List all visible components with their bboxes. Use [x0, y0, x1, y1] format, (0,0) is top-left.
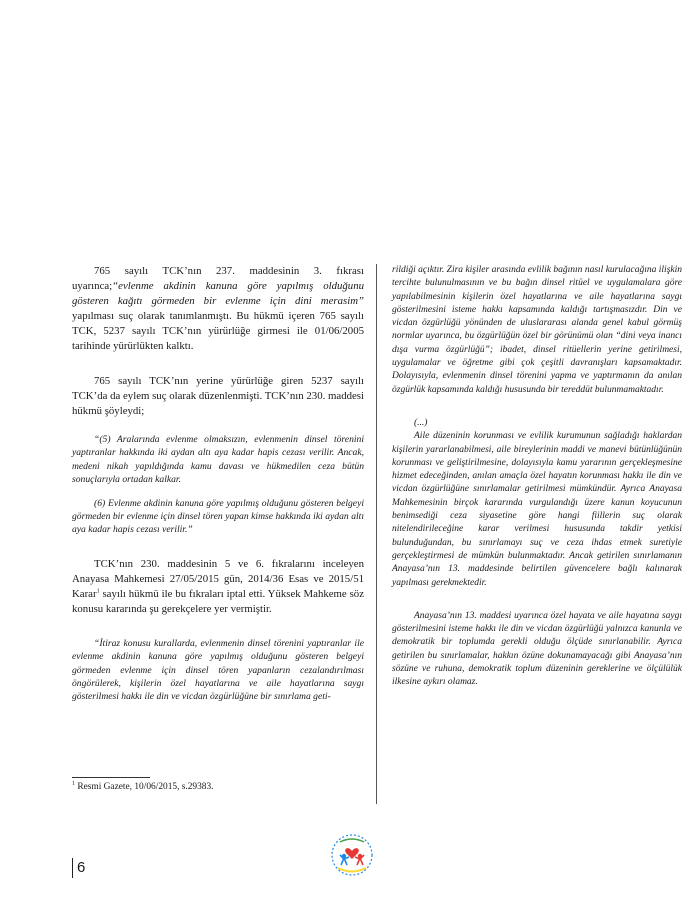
- left-column: [72, 264, 364, 704]
- footnote: [72, 781, 364, 793]
- paragraph-text: yapılması suç olarak tanımlanmıştı. Bu hükmü içeren 765 sayılı TCK, 5237 sayılı TCK’nın yürürlüğe girmesi ile 01/06/2005 tarihinde yürürlükten kalktı.: [72, 310, 364, 352]
- column-divider: [376, 264, 377, 804]
- ellipsis: (...): [414, 417, 428, 428]
- page-number: 6: [72, 858, 85, 878]
- quote-anayasa-13: Anayasa’nın 13. maddesi uyarınca özel hayata ve aile hayatına saygı gösterilmesini isteme hakkı ile din ve vicdan özgürlüğü yalnızca kanunla ve demokratik bir toplumda gerekli olduğu ölçüde sınırlanabilir. Ayrıca getirilen bu sınırlamalar, hakkın özüne dokunamayacağı gibi Anayasa’nın sözüne ve ruhuna, demokratik toplum düzeninin gereklerine ve ölçülülük ilkesine aykırı olamaz.: [392, 610, 682, 688]
- paragraph-anayasa-mahkemesi: [72, 557, 364, 617]
- paragraph-tck-237: [72, 264, 364, 354]
- paragraph-text: TCK’nın 230. maddesinin 5 ve 6. fıkralarını inceleyen Anayasa Mahkemesi 27/05/2015 gün, 2014/36 Esas ve 2015/51 Karar: [72, 557, 364, 600]
- quoted-text: “evlenme akdinin kanuna göre yapılmış olduğunu gösteren kağıtı görmeden bir evlenme için dini merasim”: [72, 280, 364, 307]
- children-heart-logo-icon: [330, 833, 374, 877]
- footnote-ref: 1: [96, 588, 100, 595]
- quote-court-reasoning-start: “İtiraz konusu kurallarda, evlenmenin dinsel törenini yaptıranlar ile evlenme akdinin kanuna göre yapılmış olduğunu gösteren belgeyi görmeden evlenme için dinsel tören yapanların cezalandırılması öngörülerek, kişilerin özel hayatlarına ve aile hayatlarına saygı gösterilmesi hakkı ile din ve vicdan özgürlüğüne bir sınırlama geti-: [72, 637, 364, 703]
- paragraph-text: 765 sayılı TCK’nın 237. maddesinin 3. fıkrası uyarınca;: [72, 265, 364, 292]
- quote-clause-5: “(5) Aralarında evlenme olmaksızın, evlenmenin dinsel törenini yaptıranlar hakkında iki aydan altı aya kadar hapis cezası verilir. Ancak, medeni nikah yapıldığında kamu davası ve hükmedilen ceza bütün sonuçlarıyla ortadan kalkar.: [72, 434, 364, 486]
- footnote-rule: [72, 777, 150, 778]
- quote-aile-duzeni: Aile düzeninin korunması ve evlilik kurumunun sağladığı haklardan kişilerin yararlanabilmesi, aile bireylerinin maddi ve manevi bütünlüğünün korunması ve geliştirilmesine, dolayısıyla kamu yararının gerçekleşmesine hizmet edeceğinden, anılan amaçla özel hayatın korunması hakkı ile din ve vicdan özgürlüğüne sınırlamalar getirilmesi mümkündür. Ayrıca Anayasa Mahkemesinin birçok kararında vurgulandığı üzere kanun koyucunun benimsediği ceza siyasetine göre hangi fiillerin suç olarak nitelendirileceğine karar verilmesi hususunda takdir yetkisi bulunduğundan, bu sınırlamayı suç ve ceza ihdas etmek suretiyle gerçekleştirmesi de mümkün bulunmaktadır. Ancak getirilen sınırlamanın Anayasa’nın 13. maddesinde belirtilen güvencelere bağlı kalınarak yapılması gerekmektedir.: [392, 431, 682, 588]
- paragraph-tck-230: 765 sayılı TCK’nın yerine yürürlüğe giren 5237 sayılı TCK’da da eylem suç olarak düzenlenmişti. TCK’nın 230. maddesi hükmü şöyleydi;: [72, 375, 364, 417]
- quote-court-reasoning-cont: rildiği açıktır. Zira kişiler arasında evlilik bağının nasıl kurulacağına ilişkin tercihte bulunulmasının ve bu bağın dinsel ritüel ve uygulamalara göre yapılabilmesinin kişilerin özel hayatlarına ve aile hayatlarına saygı gösterilmesini isteme hakkı kapsamında kaldığı tartışmasızdır. Din ve vicdan özgürlüğü yönünden de uluslararası alanda genel kabul görmüş normlar uyarınca, bu özgürlüğün özel bir görünümü olan “dini veya inancı dışa vurma özgürlüğü”; ibadet, dinsel ritüellerin yerine getirilmesi, uygulamalar ve öğretme gibi çok çeşitli davranışları kapsamaktadır. Dolayısıyla, evlenmenin dinsel törenini yapma ve yaptırmanın da anılan özgürlük kapsamında kaldığı hususunda bir tereddüt bulunmamaktadır.: [392, 265, 682, 395]
- quote-clause-6: (6) Evlenme akdinin kanuna göre yapılmış olduğunu gösteren belgeyi görmeden bir evlenme için dinsel tören yapan kimse hakkında iki aydan altı aya kadar hapis cezası verilir.”: [72, 497, 364, 536]
- footnote-text: Resmi Gazete, 10/06/2015, s.29383.: [75, 782, 214, 792]
- footnote-marker: 1: [72, 780, 75, 787]
- paragraph-text: sayılı hükmü ile bu fıkraları iptal etti. Yüksek Mahkeme söz konusu kararında şu gerekçelere yer vermiştir.: [72, 587, 364, 615]
- right-column: [392, 264, 682, 690]
